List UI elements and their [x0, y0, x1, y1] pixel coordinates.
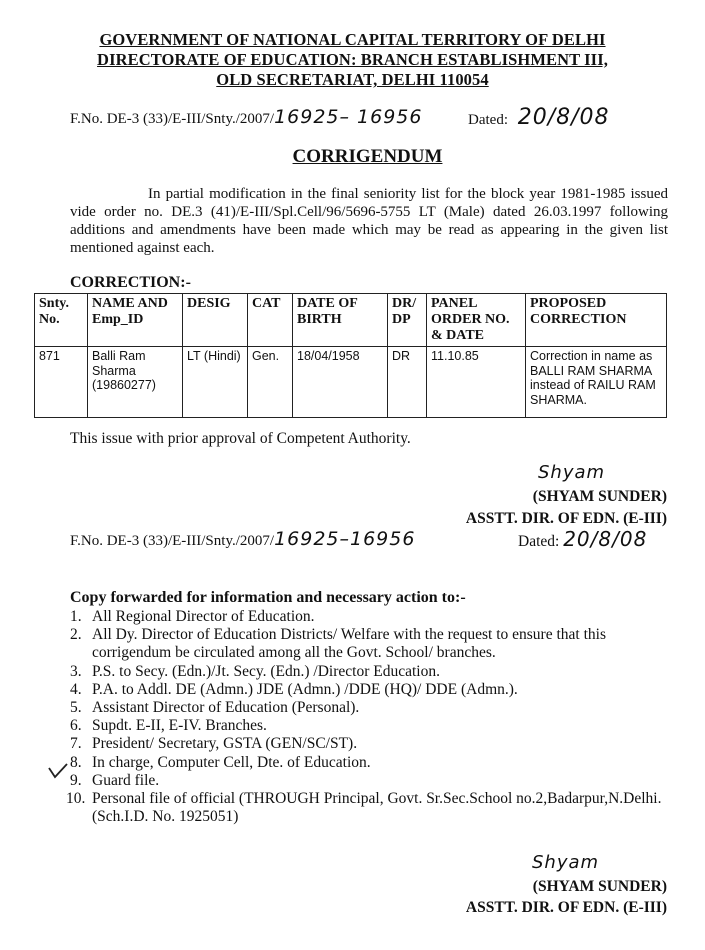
copy-heading: Copy forwarded for information and necessary action to:- — [70, 589, 466, 606]
header-line-1: GOVERNMENT OF NATIONAL CAPITAL TERRITORY OF DELHI — [99, 30, 606, 49]
cell-snty-no: 871 — [35, 347, 88, 418]
signature-2-handwritten: Shyam — [532, 852, 600, 873]
list-item-number: 10. — [66, 790, 86, 808]
list-item-number: 3. — [70, 662, 82, 680]
correction-table — [34, 293, 667, 418]
dated-handwritten: 20/8/08 — [517, 105, 610, 130]
signature-1-dated-handwritten: 20/8/08 — [563, 527, 648, 551]
cell-panel-order: 11.10.85 — [427, 347, 526, 418]
list-item — [70, 626, 670, 662]
approval-note: This issue with prior approval of Competent Authority. — [70, 430, 411, 447]
list-item — [70, 681, 670, 699]
signature-2-name: (SHYAM SUNDER) — [532, 878, 667, 895]
list-item-number: 8. — [70, 753, 82, 771]
copy-list — [66, 608, 670, 826]
list-item-text: President/ Secretary, GSTA (GEN/SC/ST). — [92, 735, 358, 753]
list-item — [70, 699, 670, 717]
header-dr-dp: DR/ DP — [388, 294, 427, 347]
cell-name-emp-id: Balli Ram Sharma (19860277) — [88, 347, 183, 418]
dated-label: Dated: — [468, 112, 508, 128]
signature-1-designation: ASSTT. DIR. OF EDN. (E-III) — [465, 510, 667, 527]
signature-2-designation: ASSTT. DIR. OF EDN. (E-III) — [465, 899, 667, 916]
file-number-2 — [70, 530, 415, 551]
handwritten-tick-mark — [47, 762, 69, 780]
header-date-of-birth: DATE OF BIRTH — [293, 294, 388, 347]
table-row — [35, 347, 667, 418]
signature-1-dated-label: Dated: — [518, 533, 560, 550]
list-item-number: 4. — [70, 680, 82, 698]
list-item-number: 6. — [70, 717, 82, 735]
list-item — [70, 608, 670, 626]
document-title: CORRIGENDUM — [292, 146, 443, 167]
list-item — [70, 754, 670, 772]
list-item — [70, 717, 670, 735]
list-item — [70, 772, 670, 790]
table-header-row — [35, 294, 667, 347]
file-number — [70, 108, 423, 129]
correction-label: CORRECTION:- — [70, 274, 191, 291]
list-item-number: 1. — [70, 608, 82, 625]
signature-1-dated — [518, 527, 648, 551]
cell-proposed-correction: Correction in name as BALLI RAM SHARMA instead of RAILU RAM SHARMA. — [526, 347, 667, 418]
list-item-text: All Regional Director of Education. — [92, 608, 315, 625]
list-item-text: Personal file of official (THROUGH Principal, Govt. Sr.Sec.School no.2,Badarpur,N.Delhi.(Sch.I.D. No. 1925051) — [92, 790, 662, 826]
list-item-text: Supdt. E-II, E-IV. Branches. — [92, 717, 267, 735]
list-item-text: Assistant Director of Education (Personal). — [92, 699, 360, 717]
list-item-text: All Dy. Director of Education Districts/ Welfare with the request to ensure that this corrigendum be circulated among all the Govt. School/ branches. — [92, 626, 606, 662]
cell-cat: Gen. — [248, 347, 293, 418]
header-panel-order: PANEL ORDER NO. & DATE — [427, 294, 526, 347]
cell-date-of-birth: 18/04/1958 — [293, 347, 388, 418]
header-name-emp-id: NAME AND Emp_ID — [88, 294, 183, 347]
header-cat: CAT — [248, 294, 293, 347]
list-item-text: Guard file. — [92, 771, 160, 789]
header-snty-no: Snty. No. — [35, 294, 88, 347]
dated — [468, 105, 610, 130]
list-item-text: P.A. to Addl. DE (Admn.) JDE (Admn.) /DDE (HQ)/ DDE (Admn.). — [92, 680, 518, 698]
header-proposed-correction: PROPOSED CORRECTION — [526, 294, 667, 347]
header-line-2: DIRECTORATE OF EDUCATION: BRANCH ESTABLISHMENT III, — [97, 50, 608, 69]
list-item-text: In charge, Computer Cell, Dte. of Education. — [92, 753, 371, 771]
body-paragraph — [70, 185, 668, 257]
cell-desig: LT (Hindi) — [183, 347, 248, 418]
list-item-number: 5. — [70, 699, 82, 717]
list-item-number: 2. — [70, 626, 82, 644]
list-item — [70, 663, 670, 681]
list-item-text: P.S. to Secy. (Edn.)/Jt. Secy. (Edn.) /Director Education. — [92, 662, 440, 680]
list-item-number: 9. — [70, 771, 82, 789]
cell-dr-dp: DR — [388, 347, 427, 418]
header-desig: DESIG — [183, 294, 248, 347]
list-item — [66, 790, 670, 826]
body-paragraph-text: In partial modification in the final seniority list for the block year 1981-1985 issued vide order no. DE.3 (41)/E-III/Spl.Cell/96/5696-5755 LT (Male) dated 26.03.1997 following additions and amendments have been made which may be read as appearing in the given list mentioned against each. — [70, 186, 668, 256]
list-item-number: 7. — [70, 735, 82, 753]
file-number-2-handwritten: 16925–16956 — [274, 528, 416, 550]
file-number-prefix: F.No. DE-3 (33)/E-III/Snty./2007/ — [70, 111, 275, 127]
signature-1-name: (SHYAM SUNDER) — [532, 488, 667, 505]
list-item — [70, 735, 670, 753]
signature-1-handwritten: Shyam — [538, 462, 606, 483]
header-line-3: OLD SECRETARIAT, DELHI 110054 — [216, 70, 489, 89]
file-number-2-prefix: F.No. DE-3 (33)/E-III/Snty./2007/ — [70, 533, 275, 549]
file-number-handwritten: 16925– 16956 — [274, 106, 423, 128]
